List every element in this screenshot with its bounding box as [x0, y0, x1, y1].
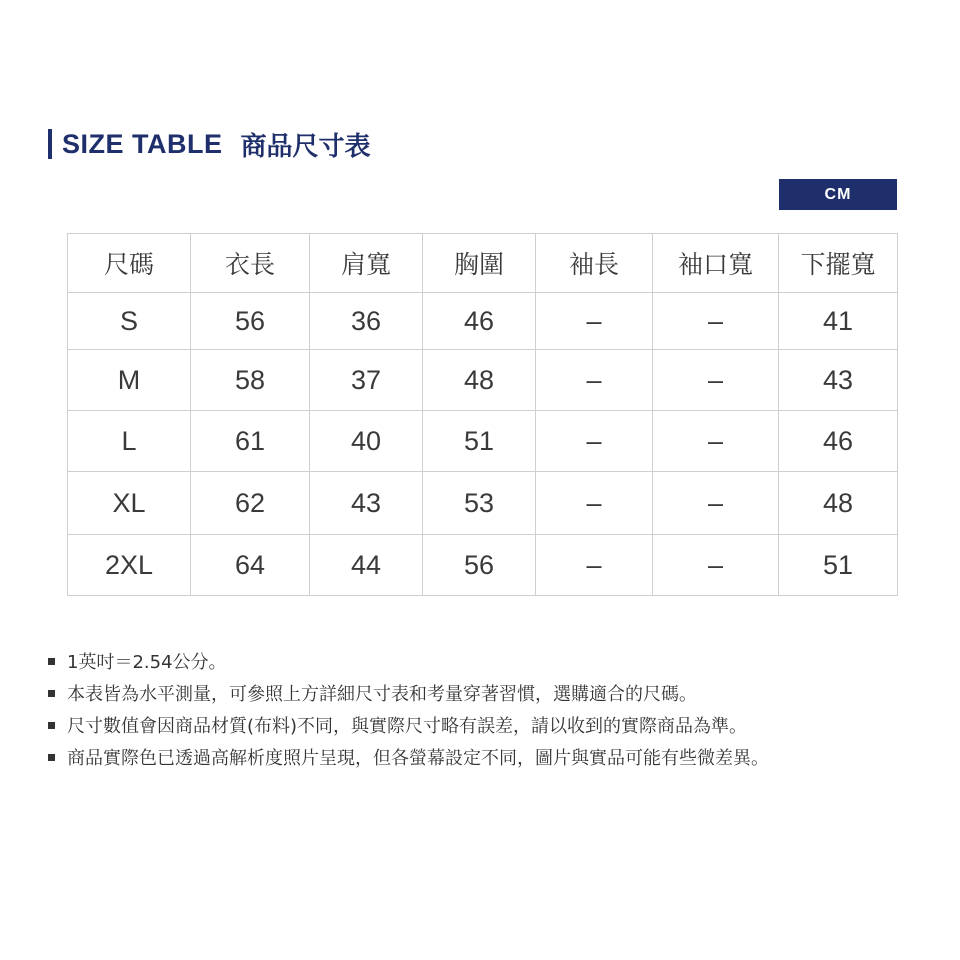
cell-size: L	[68, 411, 191, 472]
note-item	[48, 741, 769, 773]
note-item	[48, 709, 769, 741]
cell-shoulder: 37	[310, 350, 423, 411]
note-item	[48, 645, 769, 677]
note-text: 商品實際色已透過高解析度照片呈現，但各螢幕設定不同，圖片與實品可能有些微差異。	[67, 748, 769, 769]
cell-shoulder: 36	[310, 293, 423, 350]
bullet-square-icon	[48, 658, 55, 665]
cell-sleeve-length: –	[536, 535, 653, 596]
cell-shoulder: 40	[310, 411, 423, 472]
bullet-square-icon	[48, 754, 55, 761]
note-text: 本表皆為水平測量，可參照上方詳細尺寸表和考量穿著習慣，選購適合的尺碼。	[67, 684, 697, 705]
cell-cuff-width: –	[653, 535, 779, 596]
size-table	[67, 233, 898, 596]
table-row	[68, 411, 898, 472]
cell-size: 2XL	[68, 535, 191, 596]
cell-cuff-width: –	[653, 411, 779, 472]
title-accent-bar	[48, 129, 52, 159]
note-text: 尺寸數值會因商品材質(布料)不同，與實際尺寸略有誤差，請以收到的實際商品為準。	[67, 716, 748, 737]
cell-length: 56	[191, 293, 310, 350]
cell-shoulder: 43	[310, 472, 423, 535]
title-english: SIZE TABLE	[62, 128, 223, 159]
cell-hem-width: 43	[779, 350, 898, 411]
header-size: 尺碼	[68, 234, 191, 293]
cell-hem-width: 51	[779, 535, 898, 596]
header-length: 衣長	[191, 234, 310, 293]
cell-sleeve-length: –	[536, 411, 653, 472]
cell-cuff-width: –	[653, 350, 779, 411]
cell-hem-width: 48	[779, 472, 898, 535]
bullet-square-icon	[48, 690, 55, 697]
table-row	[68, 535, 898, 596]
cell-length: 64	[191, 535, 310, 596]
cell-cuff-width: –	[653, 472, 779, 535]
header-sleeve-length: 袖長	[536, 234, 653, 293]
cell-length: 58	[191, 350, 310, 411]
header-cuff-width: 袖口寬	[653, 234, 779, 293]
cell-cuff-width: –	[653, 293, 779, 350]
cell-chest: 56	[423, 535, 536, 596]
table-row	[68, 350, 898, 411]
header-shoulder: 肩寬	[310, 234, 423, 293]
cell-chest: 48	[423, 350, 536, 411]
cell-chest: 46	[423, 293, 536, 350]
cell-chest: 51	[423, 411, 536, 472]
cell-shoulder: 44	[310, 535, 423, 596]
cell-hem-width: 46	[779, 411, 898, 472]
cell-hem-width: 41	[779, 293, 898, 350]
cell-chest: 53	[423, 472, 536, 535]
page-title	[48, 128, 371, 160]
table-header-row	[68, 234, 898, 293]
header-chest: 胸圍	[423, 234, 536, 293]
notes-list	[48, 645, 769, 773]
note-text: 1英吋＝2.54公分。	[67, 652, 227, 673]
title-chinese: 商品尺寸表	[240, 131, 371, 162]
header-hem-width: 下擺寬	[779, 234, 898, 293]
bullet-square-icon	[48, 722, 55, 729]
table-row	[68, 472, 898, 535]
unit-badge: CM	[779, 179, 897, 210]
note-item	[48, 677, 769, 709]
cell-size: S	[68, 293, 191, 350]
cell-length: 61	[191, 411, 310, 472]
cell-sleeve-length: –	[536, 472, 653, 535]
cell-length: 62	[191, 472, 310, 535]
table-row	[68, 293, 898, 350]
cell-size: XL	[68, 472, 191, 535]
cell-sleeve-length: –	[536, 350, 653, 411]
cell-size: M	[68, 350, 191, 411]
cell-sleeve-length: –	[536, 293, 653, 350]
